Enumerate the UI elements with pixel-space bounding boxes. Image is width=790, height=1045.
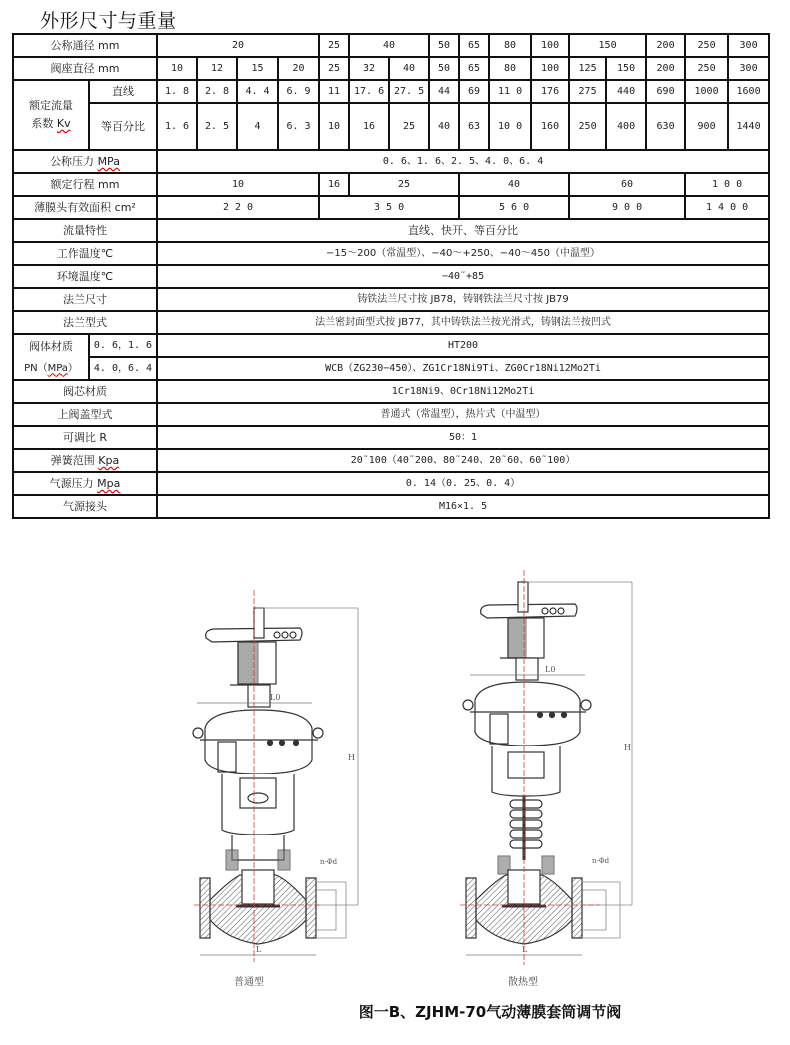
dim-l-label: L xyxy=(522,945,528,954)
cell: 200 xyxy=(646,57,685,80)
row-body-material-high xyxy=(13,357,769,380)
label-flange-size: 法兰尺寸 xyxy=(13,288,157,311)
cell: 12 xyxy=(197,57,237,80)
dim-h-label: H xyxy=(348,753,355,762)
label-seat-diameter: 阀座直径 mm xyxy=(13,57,157,80)
cell: 1. 6 xyxy=(157,103,197,150)
label-flow-characteristic: 流量特性 xyxy=(13,219,157,242)
cell: 160 xyxy=(531,103,569,150)
label-air-connector: 气源接头 xyxy=(13,495,157,518)
label-spring-range xyxy=(13,449,157,472)
cell: 100 xyxy=(531,34,569,57)
spec-table xyxy=(12,33,770,519)
unit-kpa: Kpa xyxy=(98,454,120,467)
cell: WCB（ZG230−450）、ZG1Cr18Ni9Ti、ZG0Cr18Ni12Mo2Ti xyxy=(157,357,769,380)
row-seat-diameter xyxy=(13,57,769,80)
label-line: 额定流量 xyxy=(29,99,73,112)
label-pn xyxy=(13,357,89,380)
standard-type-label: 普通型 xyxy=(234,977,264,988)
cell: 25 xyxy=(319,34,349,57)
cell: 300 xyxy=(728,34,769,57)
valve-drawing-svg xyxy=(0,560,790,1000)
cell: 2 2 0 xyxy=(157,196,319,219)
label-text: ） xyxy=(67,362,78,374)
standard-valve-drawing xyxy=(193,590,358,962)
cell: 4 xyxy=(237,103,278,150)
valve-drawings xyxy=(0,560,790,1000)
cell: 15 xyxy=(237,57,278,80)
cell: 60 xyxy=(569,173,685,196)
label-linear: 直线 xyxy=(89,80,157,103)
row-rangeability xyxy=(13,426,769,449)
cell: 25 xyxy=(349,173,459,196)
label-text: 公称压力 xyxy=(50,155,98,168)
row-air-pressure xyxy=(13,472,769,495)
cell: 80 xyxy=(489,57,531,80)
cell: 250 xyxy=(685,34,728,57)
cell: 150 xyxy=(606,57,646,80)
heat-sink-valve-drawing xyxy=(460,570,632,965)
cell: 63 xyxy=(459,103,489,150)
label-core-material: 阀芯材质 xyxy=(13,380,157,403)
cell: 900 xyxy=(685,103,728,150)
figure-caption xyxy=(0,1001,790,1022)
unit-mpa: MPa xyxy=(47,362,68,374)
label-line: 系数 xyxy=(31,117,57,130)
cell: 50：1 xyxy=(157,426,769,449)
cell: 2. 8 xyxy=(197,80,237,103)
row-bonnet-type xyxy=(13,403,769,426)
cell: 65 xyxy=(459,57,489,80)
row-ambient-temperature xyxy=(13,265,769,288)
label-text: 气源压力 xyxy=(49,477,98,490)
caption-text: 图一B、ZJHM-70气动薄膜套筒调节阀 xyxy=(358,1003,622,1021)
cell: 40 xyxy=(349,34,429,57)
cell: 20˜100（40˜200、80˜240、20˜60、60˜100） xyxy=(157,449,769,472)
label-bonnet-type: 上阀盖型式 xyxy=(13,403,157,426)
cell: 普通式（常温型），热片式（中温型） xyxy=(157,403,769,426)
row-spring-range xyxy=(13,449,769,472)
cell: 5 6 0 xyxy=(459,196,569,219)
row-core-material xyxy=(13,380,769,403)
cell: 150 xyxy=(569,34,646,57)
label-flow-coefficient xyxy=(13,80,89,150)
cell: 40 xyxy=(389,57,429,80)
cell-pn: 0. 6，1. 6 xyxy=(89,334,157,357)
row-air-connector xyxy=(13,495,769,518)
unit-kv: Kv xyxy=(56,117,71,130)
cell: 铸铁法兰尺寸按 JB78，铸钢铁法兰尺寸按 JB79 xyxy=(157,288,769,311)
cell: 176 xyxy=(531,80,569,103)
row-body-material-low xyxy=(13,334,769,357)
cell: 4. 4 xyxy=(237,80,278,103)
cell: 1 4 0 0 xyxy=(685,196,769,219)
cell: 100 xyxy=(531,57,569,80)
cell: 1440 xyxy=(728,103,769,150)
cell: 125 xyxy=(569,57,606,80)
cell: 1 0 0 xyxy=(685,173,769,196)
cell: 300 xyxy=(728,57,769,80)
cell: 0. 14（0. 25、0. 4） xyxy=(157,472,769,495)
label-text: 弹簧范围 xyxy=(50,454,99,467)
label-work-temperature: 工作温度℃ xyxy=(13,242,157,265)
cell: 50 xyxy=(429,57,459,80)
cell: 1000 xyxy=(685,80,728,103)
label-nominal-diameter: 公称通径 mm xyxy=(13,34,157,57)
cell: 40 xyxy=(459,173,569,196)
cell: 250 xyxy=(569,103,606,150)
page-title: 外形尺寸与重量 xyxy=(40,10,177,32)
cell: 25 xyxy=(389,103,429,150)
label-rangeability: 可调比 R xyxy=(13,426,157,449)
cell: 27. 5 xyxy=(389,80,429,103)
cell: −15～200（常温型）、−40～+250、−40～450（中温型） xyxy=(157,242,769,265)
cell: 32 xyxy=(349,57,389,80)
cell: 25 xyxy=(319,57,349,80)
cell: 50 xyxy=(429,34,459,57)
cell: 10 xyxy=(157,57,197,80)
cell: 1. 8 xyxy=(157,80,197,103)
cell: 275 xyxy=(569,80,606,103)
label-nominal-pressure xyxy=(13,150,157,173)
label-ambient-temperature: 环境温度℃ xyxy=(13,265,157,288)
label-body-material: 阀体材质 xyxy=(13,334,89,357)
cell: 法兰密封面型式按 JB77，其中铸铁法兰按光滑式，铸钢法兰按凹式 xyxy=(157,311,769,334)
cell: −40˜+85 xyxy=(157,265,769,288)
cell: 20 xyxy=(278,57,319,80)
cell: 250 xyxy=(685,57,728,80)
cell: 17. 6 xyxy=(349,80,389,103)
heat-sink-type-label: 散热型 xyxy=(508,977,538,988)
dim-l0-label: L0 xyxy=(545,665,556,674)
unit-mpa: Mpa xyxy=(97,477,121,490)
row-kv-equal-percentage xyxy=(13,103,769,150)
cell: 16 xyxy=(349,103,389,150)
cell: 200 xyxy=(646,34,685,57)
row-work-temperature xyxy=(13,242,769,265)
row-nominal-diameter xyxy=(13,34,769,57)
cell: 0. 6、1. 6、2. 5、4. 0、6. 4 xyxy=(157,150,769,173)
cell: 80 xyxy=(489,34,531,57)
cell: 40 xyxy=(429,103,459,150)
cell: 16 xyxy=(319,173,349,196)
label-text: PN（ xyxy=(24,362,48,374)
cell: 9 0 0 xyxy=(569,196,685,219)
cell: 690 xyxy=(646,80,685,103)
row-nominal-pressure xyxy=(13,150,769,173)
cell-pn: 4. 0，6. 4 xyxy=(89,357,157,380)
cell: 20 xyxy=(157,34,319,57)
label-diaphragm-area: 薄膜头有效面积 cm² xyxy=(13,196,157,219)
cell: 10 0 xyxy=(489,103,531,150)
cell: 直线、快开、等百分比 xyxy=(157,219,769,242)
cell: 10 xyxy=(157,173,319,196)
row-flange-type xyxy=(13,311,769,334)
row-flow-characteristic xyxy=(13,219,769,242)
dim-l0-label: L0 xyxy=(270,693,281,702)
cell: 69 xyxy=(459,80,489,103)
row-rated-stroke xyxy=(13,173,769,196)
cell: 6. 3 xyxy=(278,103,319,150)
cell: M16×1. 5 xyxy=(157,495,769,518)
cell: 630 xyxy=(646,103,685,150)
dim-l-label: L xyxy=(256,945,262,954)
cell: 44 xyxy=(429,80,459,103)
cell: 400 xyxy=(606,103,646,150)
row-flange-size xyxy=(13,288,769,311)
label-rated-stroke: 额定行程 mm xyxy=(13,173,157,196)
row-diaphragm-area xyxy=(13,196,769,219)
label-flange-type: 法兰型式 xyxy=(13,311,157,334)
flange-note-label: n-Φd xyxy=(592,857,610,865)
cell: 440 xyxy=(606,80,646,103)
cell: HT200 xyxy=(157,334,769,357)
cell: 11 0 xyxy=(489,80,531,103)
cell: 1Cr18Ni9、0Cr18Ni12Mo2Ti xyxy=(157,380,769,403)
row-kv-linear xyxy=(13,80,769,103)
cell: 2. 5 xyxy=(197,103,237,150)
flange-note-label: n-Φd xyxy=(320,858,338,866)
unit-mpa: MPa xyxy=(97,155,120,168)
cell: 3 5 0 xyxy=(319,196,459,219)
cell: 11 xyxy=(319,80,349,103)
cell: 6. 9 xyxy=(278,80,319,103)
label-equal-percentage: 等百分比 xyxy=(89,103,157,150)
label-air-pressure xyxy=(13,472,157,495)
cell: 65 xyxy=(459,34,489,57)
cell: 10 xyxy=(319,103,349,150)
dim-h-label: H xyxy=(624,743,631,752)
cell: 1600 xyxy=(728,80,769,103)
